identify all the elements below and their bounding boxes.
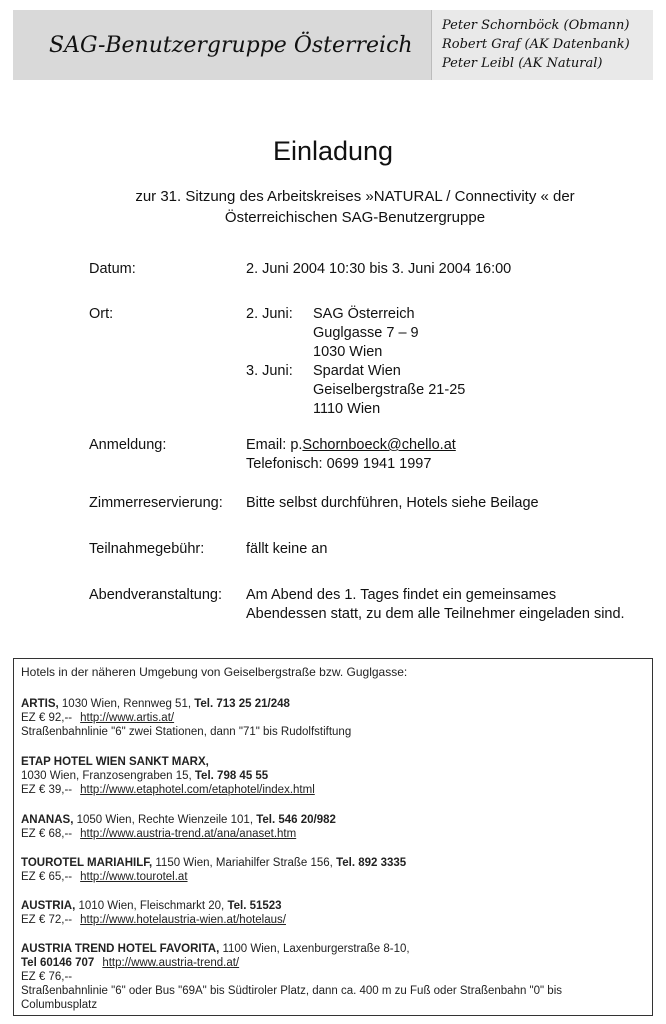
hotel-note: Straßenbahnlinie "6" zwei Stationen, dann "71" bis Rudolfstiftung [21,726,352,738]
page-title: Einladung [272,136,394,166]
hotel-note: Columbusplatz [21,999,98,1011]
hotel-link[interactable]: http://www.artis.at/ [80,712,175,724]
phone-number: Telefonisch: 0699 1941 1997 [246,456,432,472]
hotel-name: AUSTRIA TREND HOTEL FAVORITA, [21,943,220,955]
hotel-link[interactable]: http://www.austria-trend.at/ana/anaset.htm [80,828,297,840]
abend-line: Abendessen statt, zu dem alle Teilnehmer eingeladen sind. [246,606,625,622]
hotel-name: ANANAS, [21,814,74,826]
ort-label: Ort: [89,306,114,322]
hotel-phone: Tel. 51523 [227,900,282,912]
hotel-name: AUSTRIA, [21,900,76,912]
intro-line: Österreichischen SAG-Benutzergruppe [224,209,486,226]
hotel-phone: Tel. 892 3335 [336,857,407,869]
email-prefix: Email: p. [246,437,303,453]
address-line: Geiselbergstraße 21-25 [313,382,466,398]
anmeldung-contact [246,436,456,474]
hotel-address: 1150 Wien, Mariahilfer Straße 156, [152,857,337,869]
address-line: Guglgasse 7 – 9 [313,325,419,341]
ort2-address [313,362,465,419]
hotel-entry [21,755,646,797]
org-title: SAG-Benutzergruppe Österreich [49,33,413,58]
hotel-phone: Tel. 546 20/982 [256,814,336,826]
hotel-phone: Tel 60146 707 [21,957,95,969]
hotel-link[interactable]: http://www.austria-trend.at/ [102,957,240,969]
address-line: Spardat Wien [313,363,401,379]
datum-label: Datum: [89,261,136,277]
header-banner [13,10,653,80]
abend-label: Abendveranstaltung: [89,587,223,603]
hotel-link[interactable]: http://www.hotelaustria-wien.at/hotelaus/ [80,914,286,926]
hotel-price: EZ € 39,-- [21,784,73,796]
hotel-entry [21,942,646,1012]
hotel-entry [21,856,646,884]
ort2-day: 3. Juni: [246,363,293,379]
hotel-address: 1030 Wien, Rennweg 51, [58,698,195,710]
hotel-address: 1010 Wien, Fleischmarkt 20, [75,900,228,912]
zimmer-value: Bitte selbst durchführen, Hotels siehe Beilage [246,495,539,511]
hotel-address: 1100 Wien, Laxenburgerstraße 8-10, [219,943,410,955]
hotel-list-box [13,658,653,1016]
hotel-name: ARTIS, [21,698,59,710]
anmeldung-label: Anmeldung: [89,437,167,453]
hotel-address: 1030 Wien, Franzosengraben 15, [21,770,195,782]
gebuehr-label: Teilnahmegebühr: [89,541,205,557]
committee-member: Robert Graf (AK Datenbank) [442,37,630,52]
ort1-address [313,305,419,362]
hotel-entry [21,813,646,841]
ort1-day: 2. Juni: [246,306,293,322]
hotel-price: EZ € 65,-- [21,871,73,883]
hotel-price: EZ € 92,-- [21,712,73,724]
hotel-link[interactable]: http://www.tourotel.at [80,871,188,883]
hotel-phone: Tel. 713 25 21/248 [194,698,290,710]
hotel-entry [21,899,646,927]
email-link[interactable]: Schornboeck@chello.at [302,437,456,453]
hotel-entry [21,697,646,739]
gebuehr-value: fällt keine an [246,541,328,557]
committee-member: Peter Schornböck (Obmann) [442,18,630,33]
address-line: 1030 Wien [313,344,383,360]
committee-list [431,10,653,80]
abend-line: Am Abend des 1. Tages findet ein gemeinsames [246,587,557,603]
hotel-price: EZ € 76,-- [21,971,73,983]
hotel-name: TOUROTEL MARIAHILF, [21,857,153,869]
intro-line: zur 31. Sitzung des Arbeitskreises »NATURAL / Connectivity « der [135,188,575,205]
intro-text [0,186,666,228]
hotel-note: Straßenbahnlinie "6" oder Bus "69A" bis Südtiroler Platz, dann ca. 400 m zu Fuß oder Straßenbahn "0" bis [21,985,563,997]
abend-value [246,586,625,624]
hotel-link[interactable]: http://www.etaphotel.com/etaphotel/index.html [80,784,315,796]
zimmer-label: Zimmerreservierung: [89,495,223,511]
hotel-price: EZ € 72,-- [21,914,73,926]
hotel-price: EZ € 68,-- [21,828,73,840]
hotel-address: 1050 Wien, Rechte Wienzeile 101, [73,814,257,826]
committee-member: Peter Leibl (AK Natural) [442,56,603,71]
address-line: SAG Österreich [313,306,415,322]
address-line: 1110 Wien [313,401,381,417]
hotel-name: ETAP HOTEL WIEN SANKT MARX, [21,756,209,768]
hotel-phone: Tel. 798 45 55 [194,770,269,782]
hotel-list-heading: Hotels in der näheren Umgebung von Geiselbergstraße bzw. Guglgasse: [21,665,408,679]
datum-value: 2. Juni 2004 10:30 bis 3. Juni 2004 16:00 [246,261,512,277]
